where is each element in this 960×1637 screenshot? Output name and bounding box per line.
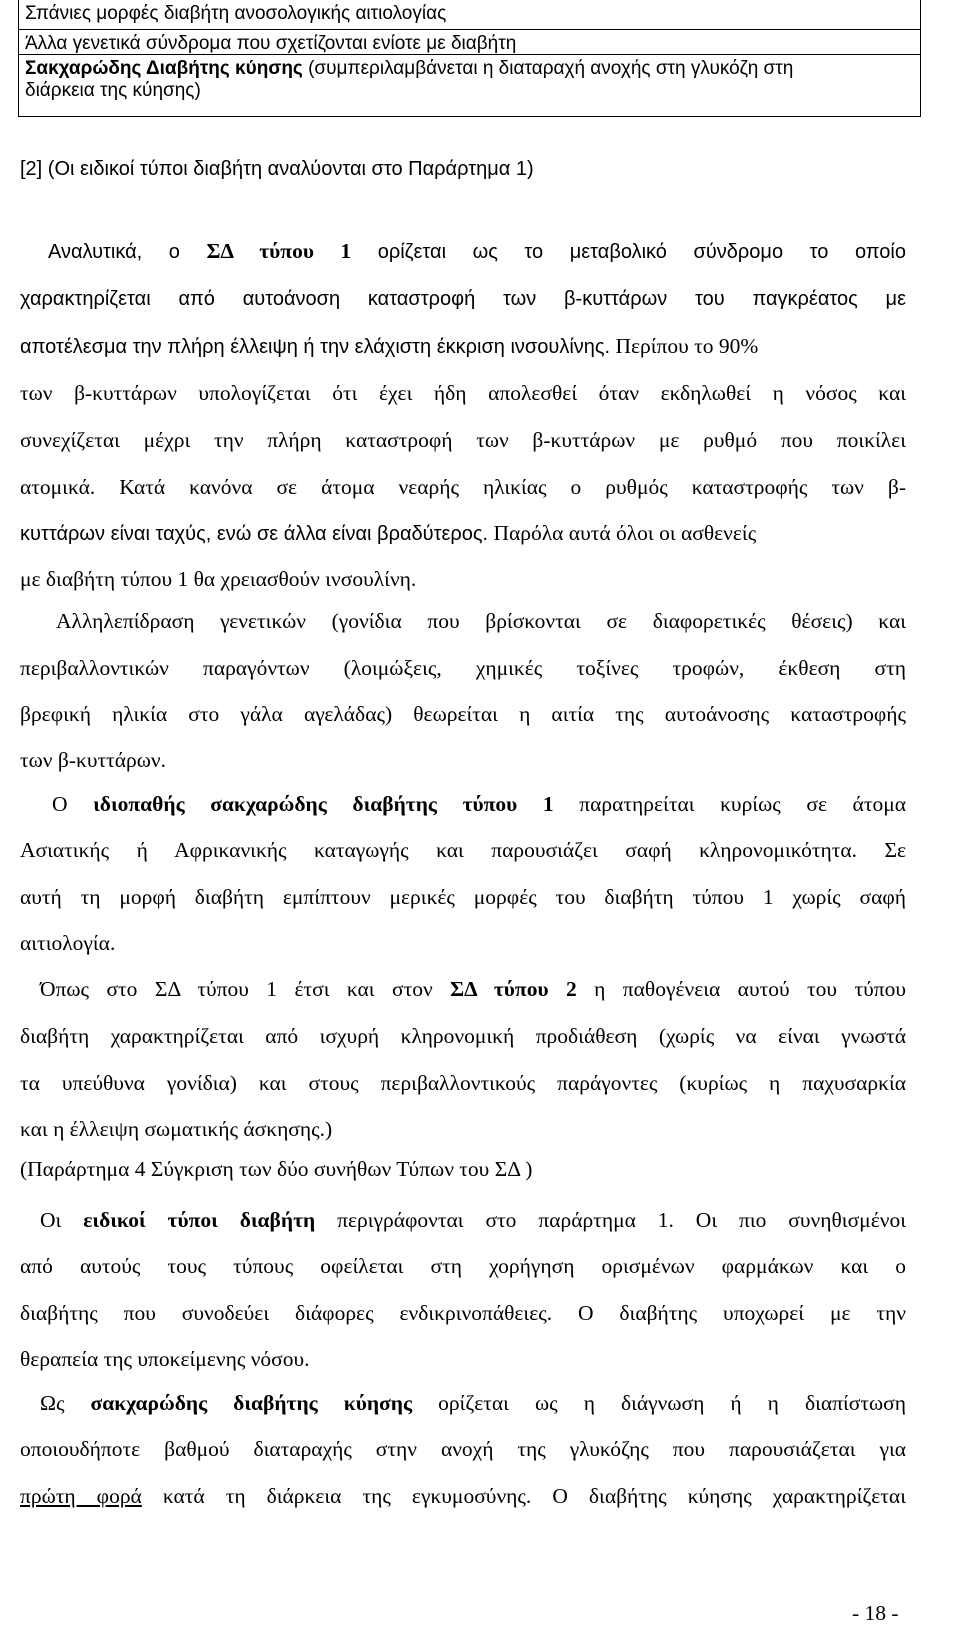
paragraph-line: των β-κυττάρων υπολογίζεται ότι έχει ήδη απολεσθεί όταν εκδηλωθεί η νόσος και [20, 381, 906, 405]
paragraph-line: Οι ειδικοί τύποι διαβήτη περιγράφονται στο παράρτημα 1. Οι πιο συνηθισμένοι [40, 1208, 906, 1232]
paragraph-line: τα υπεύθυνα γονίδια) και στους περιβαλλοντικούς παράγοντες (κυρίως η παχυσαρκία [20, 1071, 906, 1095]
paragraph-line: περιβαλλοντικών παραγόντων (λοιμώξεις, χημικές τοξίνες τροφών, έκθεση στη [20, 656, 906, 680]
paragraph-line: διαβήτη χαρακτηρίζεται από ισχυρή κληρονομική προδιάθεση (χωρίς να είναι γνωστά [20, 1024, 906, 1048]
paragraph-line: με διαβήτη τύπου 1 θα χρειασθούν ινσουλίνη. [20, 567, 417, 591]
table-cell-text: (συμπεριλαμβάνεται η διαταραχή ανοχής στη γλυκόζη στη [302, 58, 794, 79]
paragraph-line: διαβήτης που συνοδεύει διάφορες ενδικρινοπάθειες. Ο διαβήτης υποχωρεί με την [20, 1301, 906, 1325]
bold-term: ΣΔ τύπου 2 [450, 977, 577, 1001]
table-cell-text: Άλλα γενετικά σύνδρομα που σχετίζονται ενίοτε με διαβήτη [25, 33, 517, 54]
table-cell-text: Σπάνιες μορφές διαβήτη ανοσολογικής αιτιολογίας [25, 3, 447, 24]
table-row [19, 0, 920, 30]
paragraph-line: ατομικά. Κατά κανόνα σε άτομα νεαρής ηλικίας ο ρυθμός καταστροφής των β- [20, 475, 906, 499]
paragraph-line: αιτιολογία. [20, 931, 116, 955]
paragraph-line: οποιουδήποτε βαθμού διαταραχής στην ανοχή της γλυκόζης που παρουσιάζεται για [20, 1437, 906, 1461]
paragraph-line: χαρακτηρίζεται από αυτοάνοση καταστροφή των β-κυττάρων του παγκρέατος με [20, 288, 906, 310]
paragraph-line: κυττάρων είναι ταχύς, ενώ σε άλλα είναι βραδύτερος. Παρόλα αυτά όλοι οι ασθενείς [20, 521, 757, 545]
paragraph-line: και η έλλειψη σωματικής άσκησης.) [20, 1117, 333, 1141]
paragraph-line: αποτέλεσμα την πλήρη έλλειψη ή την ελάχιστη έκκριση ινσουλίνης. Περίπου το 90% [20, 334, 759, 358]
paragraph-line: Ο ιδιοπαθής σακχαρώδης διαβήτης τύπου 1 παρατηρείται κυρίως σε άτομα [52, 792, 907, 816]
bold-term: ειδικοί τύποι διαβήτη [83, 1208, 316, 1232]
appendix-reference: (Παράρτημα 4 Σύγκριση των δύο συνήθων Τύπων του ΣΔ ) [20, 1157, 533, 1181]
paragraph-line: Αλληλεπίδραση γενετικών (γονίδια που βρίσκονται σε διαφορετικές θέσεις) και [56, 609, 906, 633]
paragraph-line: Όπως στο ΣΔ τύπου 1 έτσι και στον ΣΔ τύπου 2 η παθογένεια αυτού του τύπου [40, 977, 906, 1001]
page-number: - 18 - [852, 1601, 899, 1625]
paragraph-line: από αυτούς τους τύπους οφείλεται στη χορήγηση ορισμένων φαρμάκων και ο [20, 1254, 906, 1278]
bold-term: σακχαρώδης διαβήτης κύησης [90, 1391, 413, 1415]
table-row [19, 55, 920, 115]
paragraph-line: αυτή τη μορφή διαβήτη εμπίπτουν μερικές μορφές του διαβήτη τύπου 1 χωρίς σαφή [20, 885, 906, 909]
table-cell-bold-text: Σακχαρώδης Διαβήτης κύησης [25, 58, 303, 79]
underlined-term: πρώτη φορά [20, 1484, 142, 1508]
appendix-note: [2] (Οι ειδικοί τύποι διαβήτη αναλύονται στο Παράρτημα 1) [20, 158, 534, 180]
bold-term: ΣΔ τύπου 1 [206, 239, 352, 263]
bold-term: ιδιοπαθής σακχαρώδης διαβήτης τύπου 1 [93, 792, 554, 816]
paragraph-line: των β-κυττάρων. [20, 748, 166, 772]
paragraph-line: Ως σακχαρώδης διαβήτης κύησης ορίζεται ως η διάγνωση ή η διαπίστωση [40, 1391, 906, 1415]
paragraph-line: Αναλυτικά, ο ΣΔ τύπου 1 ορίζεται ως το μεταβολικό σύνδρομο το οποίο [48, 239, 907, 263]
table-cell-text: διάρκεια της κύησης) [25, 80, 201, 101]
table-row [19, 30, 920, 55]
paragraph-line: Ασιατικής ή Αφρικανικής καταγωγής και παρουσιάζει σαφή κληρονομικότητα. Σε [20, 838, 906, 862]
diabetes-types-table [18, 0, 921, 117]
paragraph-line: πρώτη φορά κατά τη διάρκεια της εγκυμοσύνης. Ο διαβήτης κύησης χαρακτηρίζεται [20, 1484, 906, 1508]
paragraph-line: θεραπεία της υποκείμενης νόσου. [20, 1347, 310, 1371]
paragraph-line: συνεχίζεται μέχρι την πλήρη καταστροφή των β-κυττάρων με ρυθμό που ποικίλει [20, 428, 906, 452]
paragraph-line: βρεφική ηλικία στο γάλα αγελάδας) θεωρείται η αιτία της αυτοάνοσης καταστροφής [20, 702, 906, 726]
